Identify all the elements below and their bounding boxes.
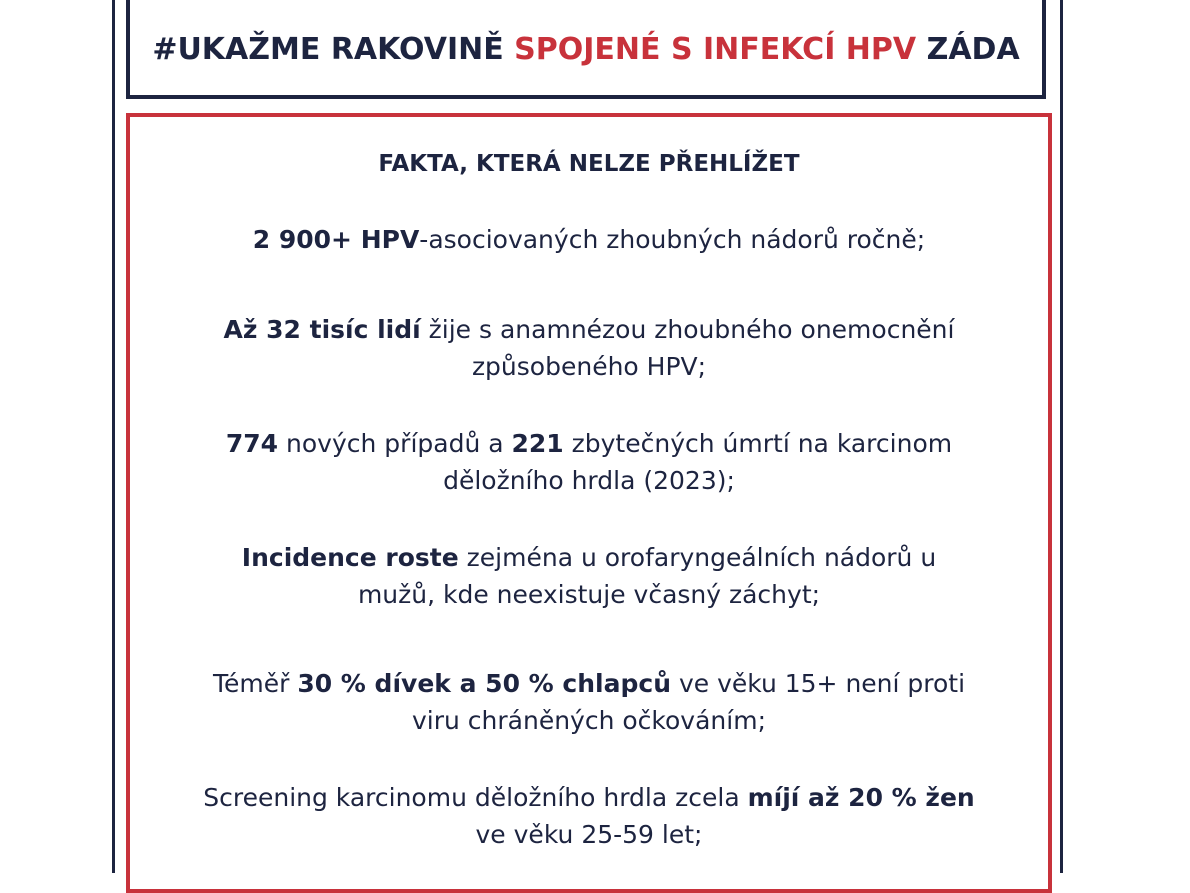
title-part-3: ZÁDA [916,32,1020,67]
fact-6 [190,779,988,853]
fact-6-segment-0: Screening karcinomu děložního hrdla zcela [203,783,748,812]
fact-2 [190,311,988,385]
title-box [126,0,1046,99]
facts-heading: FAKTA, KTERÁ NELZE PŘEHLÍŽET [378,151,800,177]
fact-3-segment-2: 221 [511,429,564,458]
fact-4-segment-1: zejména u orofaryngeálních nádorů u mužů, kde neexistuje včasný záchyt; [357,543,937,609]
fact-5 [190,665,988,739]
fact-5-segment-0: Téměř [212,669,298,698]
fact-3 [190,425,988,499]
fact-5-segment-1: 30 % dívek a 50 % chlapců [297,669,671,698]
title-part-2-highlight: SPOJENÉ S INFEKCÍ HPV [514,32,917,67]
fact-5-segment-2: ve věku 15+ není proti viru chráněných očkováním; [411,669,966,735]
fact-2-segment-1: žije s anamnézou zhoubného onemocnění způsobeného HPV; [420,315,955,381]
right-border-line [1060,0,1063,873]
fact-4-segment-0: Incidence roste [241,543,459,572]
left-border-line [112,0,115,873]
fact-1 [170,221,1008,258]
page-title [130,32,1042,67]
fact-3-segment-0: 774 [225,429,279,458]
fact-1-segment-0: 2 900+ HPV [252,225,420,254]
fact-3-segment-3: zbytečných úmrtí na karcinom děložního hrdla (2023); [443,429,953,495]
fact-6-segment-1: míjí až 20 % žen [747,783,975,812]
fact-3-segment-1: nových případů a [278,429,512,458]
facts-box [126,113,1052,893]
fact-1-segment-1: -asociovaných zhoubných nádorů ročně; [419,225,926,254]
fact-4 [210,539,968,613]
title-part-1: #UKAŽME RAKOVINĚ [152,32,515,67]
fact-2-segment-0: Až 32 tisíc lidí [223,315,421,344]
fact-6-segment-2: ve věku 25-59 let; [475,820,703,849]
